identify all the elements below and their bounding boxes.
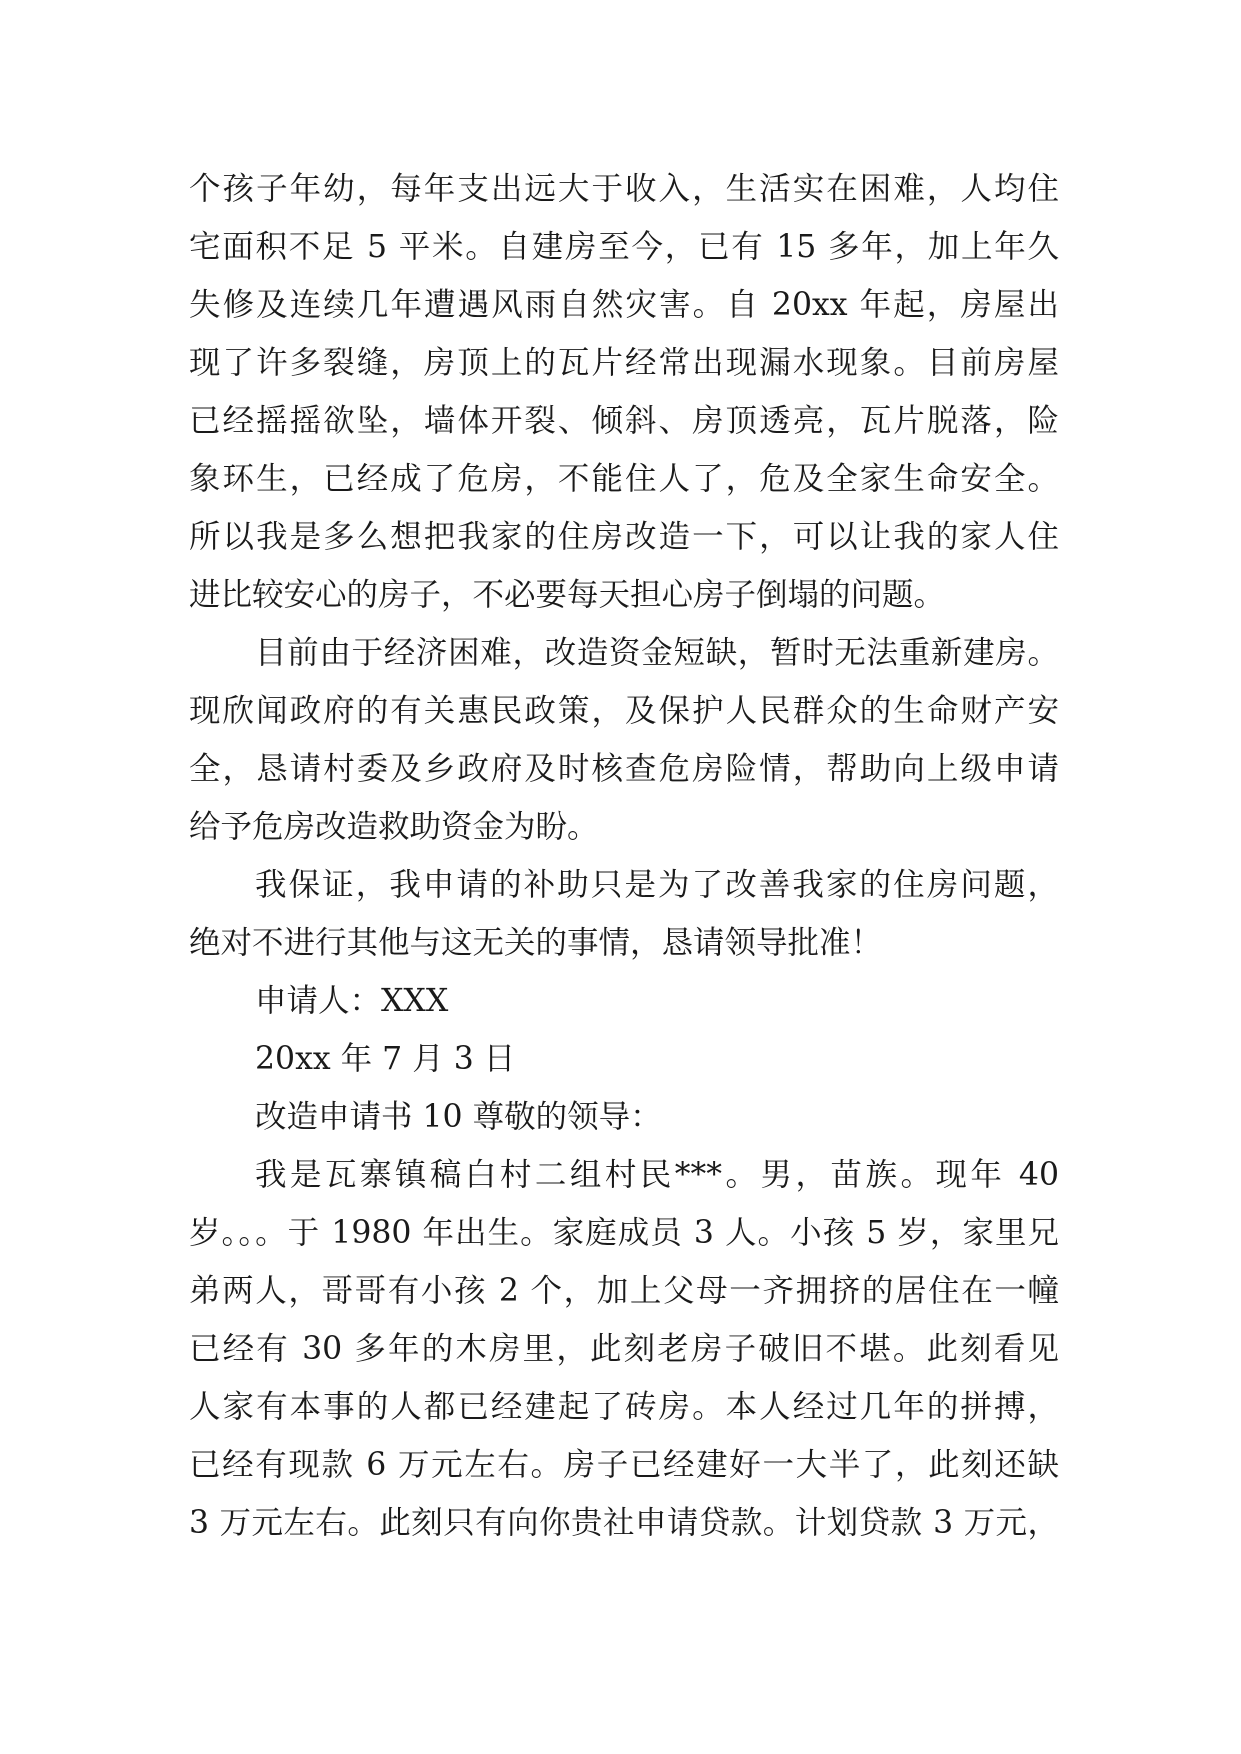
text-line: 宅面积不足 5 平米。自建房至今，已有 15 多年，加上年久 <box>189 229 1059 265</box>
text-line: 进比较安心的房子，不必要每天担心房子倒塌的问题。 <box>189 577 946 613</box>
text-line: 全，恳请村委及乡政府及时核查危房险情，帮助向上级申请 <box>189 751 1059 787</box>
text-line: 个孩子年幼，每年支出远大于收入，生活实在困难，人均住 <box>189 171 1059 207</box>
text-line: 已经有 30 多年的木房里，此刻老房子破旧不堪。此刻看见 <box>189 1331 1059 1367</box>
text-line: 给予危房改造救助资金为盼。 <box>189 809 599 845</box>
text-line: 改造申请书 10 尊敬的领导： <box>255 1099 662 1135</box>
text-line: 3 万元左右。此刻只有向你贵社申请贷款。计划贷款 3 万元， <box>189 1505 1059 1541</box>
date-line: 20xx 年 7 月 3 日 <box>255 1041 516 1077</box>
text-line: 现欣闻政府的有关惠民政策，及保护人民群众的生命财产安 <box>189 693 1059 729</box>
text-line: 绝对不进行其他与这无关的事情，恳请领导批准！ <box>189 925 883 961</box>
document-body <box>189 160 1059 1552</box>
text-line: 我保证，我申请的补助只是为了改善我家的住房问题， <box>255 867 1059 903</box>
text-line: 已经有现款 6 万元左右。房子已经建好一大半了，此刻还缺 <box>189 1447 1059 1483</box>
text-line: 我是瓦寨镇稿白村二组村民***。男，苗族。现年 40 <box>255 1157 1059 1193</box>
applicant-line: 申请人：XXX <box>255 983 449 1019</box>
text-line: 所以我是多么想把我家的住房改造一下，可以让我的家人住 <box>189 519 1059 555</box>
text-line: 象环生，已经成了危房，不能住人了，危及全家生命安全。 <box>189 461 1059 497</box>
text-line: 现了许多裂缝，房顶上的瓦片经常出现漏水现象。目前房屋 <box>189 345 1059 381</box>
text-line: 弟两人，哥哥有小孩 2 个，加上父母一齐拥挤的居住在一幢 <box>189 1273 1059 1309</box>
text-line: 已经摇摇欲坠，墙体开裂、倾斜、房顶透亮，瓦片脱落，险 <box>189 403 1059 439</box>
text-line: 岁。。。于 1980 年出生。家庭成员 3 人。小孩 5 岁，家里兄 <box>189 1215 1059 1251</box>
text-line: 目前由于经济困难，改造资金短缺，暂时无法重新建房。 <box>255 635 1059 671</box>
text-line: 人家有本事的人都已经建起了砖房。本人经过几年的拼搏， <box>189 1389 1059 1425</box>
text-line: 失修及连续几年遭遇风雨自然灾害。自 20xx 年起，房屋出 <box>189 287 1059 323</box>
